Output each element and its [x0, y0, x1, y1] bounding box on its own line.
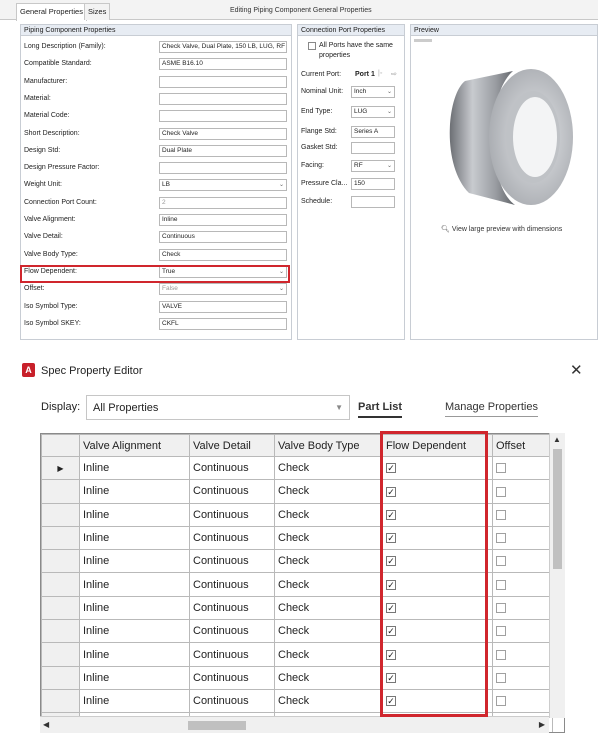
connection-port-properties-group: [297, 24, 405, 340]
offset-checkbox[interactable]: [496, 580, 506, 590]
cell-valve-body-type[interactable]: Check: [275, 573, 383, 596]
magnifier-icon: 🔍︎: [441, 226, 450, 233]
chevron-down-icon: ⌄: [386, 163, 392, 169]
property-row: [21, 177, 289, 194]
property-dropdown[interactable]: [159, 179, 287, 191]
property-label: Weight Unit:: [24, 181, 62, 189]
property-label: Compatible Standard:: [24, 60, 92, 68]
flow-dependent-checkbox[interactable]: ✓: [387, 626, 395, 637]
flow-dependent-checkbox[interactable]: ✓: [387, 533, 395, 544]
row-header[interactable]: [42, 620, 80, 643]
property-value: Check Valve, Dual Plate, 150 LB, LUG, RF: [162, 43, 286, 50]
prev-port-icon[interactable]: |◦: [378, 70, 383, 77]
group-header: Connection Port Properties: [298, 25, 404, 36]
next-port-icon[interactable]: ⇨: [391, 71, 397, 78]
cell-valve-alignment[interactable]: Inline: [80, 573, 190, 596]
cell-valve-body-type[interactable]: Check: [275, 503, 383, 526]
dialog-title: Spec Property Editor: [41, 365, 143, 377]
horizontal-scroll-thumb[interactable]: [188, 721, 246, 730]
port-property-label: Flange Std:: [301, 128, 337, 135]
property-label: Design Std:: [24, 146, 61, 154]
property-row: [21, 247, 289, 264]
property-row: [21, 316, 289, 333]
panel-title: Editing Piping Component General Properties: [230, 7, 372, 14]
cell-valve-alignment[interactable]: Inline: [80, 457, 190, 480]
cell-valve-alignment[interactable]: Inline: [80, 526, 190, 549]
column-header-valve-detail[interactable]: Valve Detail: [190, 435, 275, 457]
cell-valve-detail[interactable]: Continuous: [190, 526, 275, 549]
cell-valve-body-type[interactable]: Check: [275, 689, 383, 712]
property-dropdown[interactable]: [159, 283, 287, 295]
chevron-down-icon: ⌄: [278, 182, 284, 189]
port-property-row: [298, 175, 404, 193]
column-header-valve-alignment[interactable]: Valve Alignment: [80, 435, 190, 457]
property-row: [21, 281, 289, 298]
flow-dependent-checkbox[interactable]: ✓: [387, 696, 395, 707]
piping-component-properties-group: [20, 24, 292, 340]
view-large-preview-link[interactable]: [441, 225, 562, 233]
scroll-left-icon[interactable]: ◀: [43, 720, 50, 729]
cell-valve-body-type[interactable]: Check: [275, 550, 383, 573]
display-label: Display:: [41, 401, 81, 413]
offset-checkbox[interactable]: [496, 533, 506, 543]
port-property-label: Nominal Unit:: [301, 88, 344, 95]
row-header[interactable]: [42, 457, 80, 480]
offset-checkbox[interactable]: [496, 603, 506, 613]
flow-dependent-checkbox[interactable]: ✓: [387, 579, 395, 590]
column-header-offset[interactable]: Offset: [493, 435, 553, 457]
row-header[interactable]: [42, 689, 80, 712]
property-field[interactable]: [159, 231, 287, 243]
port-property-field[interactable]: [351, 196, 395, 208]
property-label: Long Description (Family):: [24, 43, 106, 50]
cell-offset: [493, 457, 553, 480]
property-row: [21, 160, 289, 177]
property-value: True: [162, 267, 176, 275]
chevron-down-icon: ⌄: [278, 286, 284, 293]
port-property-label: Gasket Std:: [301, 144, 338, 151]
port-property-row: [298, 139, 404, 157]
cell-valve-body-type[interactable]: Check: [275, 643, 383, 666]
group-header: Preview: [411, 25, 597, 36]
cell-valve-detail[interactable]: Continuous: [190, 503, 275, 526]
property-field[interactable]: [159, 41, 287, 53]
property-value: VALVE: [162, 302, 182, 310]
cell-valve-detail[interactable]: Continuous: [190, 573, 275, 596]
offset-checkbox[interactable]: [496, 510, 506, 520]
chevron-down-icon: ⌄: [278, 268, 284, 275]
property-row: [21, 56, 289, 73]
property-label: Connection Port Count:: [24, 198, 97, 206]
cell-offset: [493, 620, 553, 643]
property-field[interactable]: [159, 110, 287, 122]
offset-checkbox[interactable]: [496, 696, 506, 706]
cell-valve-detail[interactable]: Continuous: [190, 480, 275, 503]
property-label: Offset:: [24, 285, 45, 293]
all-ports-checkbox[interactable]: [308, 42, 316, 50]
autocad-app-icon: A: [22, 363, 35, 377]
property-field[interactable]: [159, 162, 287, 174]
property-row: [21, 39, 289, 56]
valve-preview-image: [435, 55, 575, 215]
offset-checkbox[interactable]: [496, 463, 506, 473]
all-ports-label: All Ports have the same properties: [319, 42, 393, 59]
port-property-dropdown[interactable]: [351, 160, 395, 172]
cell-valve-detail[interactable]: Continuous: [190, 596, 275, 619]
port-property-value: Inch: [354, 88, 367, 95]
cell-offset: [493, 643, 553, 666]
group-header: Piping Component Properties: [21, 25, 291, 36]
cell-valve-body-type[interactable]: Check: [275, 526, 383, 549]
row-header[interactable]: [42, 480, 80, 503]
flow-dependent-checkbox[interactable]: ✓: [387, 649, 395, 660]
offset-checkbox[interactable]: [496, 673, 506, 683]
flow-dependent-checkbox[interactable]: ✓: [387, 556, 395, 567]
property-row: [21, 299, 289, 316]
row-header[interactable]: [42, 596, 80, 619]
property-label: Design Pressure Factor:: [24, 164, 100, 172]
current-row-icon: ▶: [57, 464, 64, 474]
port-property-field[interactable]: [351, 142, 395, 154]
property-value: LB: [162, 181, 170, 189]
display-value: All Properties: [93, 402, 159, 414]
current-port-label: Current Port:: [301, 71, 342, 78]
property-value: ASME B16.10: [162, 60, 203, 68]
manage-properties-underline: [445, 416, 538, 417]
property-label: Iso Symbol SKEY:: [24, 319, 81, 327]
port-property-row: [298, 193, 404, 211]
cell-valve-body-type[interactable]: Check: [275, 620, 383, 643]
port-property-dropdown[interactable]: [351, 106, 395, 118]
property-label: Valve Body Type:: [24, 250, 78, 258]
cell-valve-alignment[interactable]: Inline: [80, 596, 190, 619]
cell-valve-body-type[interactable]: Check: [275, 666, 383, 689]
property-row: [21, 91, 289, 108]
cell-valve-detail[interactable]: Continuous: [190, 620, 275, 643]
property-label: Flow Dependent:: [24, 267, 77, 275]
cell-valve-body-type[interactable]: Check: [275, 457, 383, 480]
property-value: Continuous: [162, 233, 195, 241]
cell-valve-detail[interactable]: Continuous: [190, 643, 275, 666]
property-field[interactable]: [159, 128, 287, 140]
property-field[interactable]: [159, 197, 287, 209]
flow-dependent-checkbox[interactable]: ✓: [387, 672, 395, 683]
cell-offset: [493, 596, 553, 619]
port-property-value: RF: [354, 162, 363, 169]
property-field[interactable]: [159, 301, 287, 313]
view-large-preview-label: View large preview with dimensions: [451, 226, 563, 233]
cell-offset: [493, 666, 553, 689]
property-row: [21, 143, 289, 160]
property-value: Inline: [162, 216, 178, 223]
cell-valve-detail[interactable]: Continuous: [190, 666, 275, 689]
cell-valve-detail[interactable]: Continuous: [190, 457, 275, 480]
scroll-right-icon[interactable]: ▶: [538, 720, 545, 729]
row-header[interactable]: [42, 526, 80, 549]
column-header-flow-dependent[interactable]: Flow Dependent: [383, 435, 493, 457]
property-label: Valve Alignment:: [24, 216, 76, 223]
port-property-value: 150: [354, 180, 365, 187]
row-header[interactable]: [42, 550, 80, 573]
property-value: 2: [162, 198, 166, 206]
cell-offset: [493, 573, 553, 596]
flow-dependent-column-highlight: [380, 431, 488, 717]
flow-dependent-checkbox[interactable]: ✓: [387, 486, 395, 497]
close-icon[interactable]: ✕: [570, 362, 583, 379]
cell-valve-alignment[interactable]: Inline: [80, 666, 190, 689]
port-property-label: End Type:: [301, 108, 333, 115]
property-value: False: [162, 285, 178, 293]
property-label: Short Description:: [24, 129, 80, 137]
vertical-scroll-thumb[interactable]: [553, 449, 562, 569]
cell-offset: [493, 503, 553, 526]
chevron-down-icon: ⌄: [386, 89, 392, 95]
tab-general-properties[interactable]: General Properties: [16, 3, 87, 21]
corner-cell: [42, 435, 80, 457]
port-property-label: Facing:: [301, 162, 324, 169]
row-header[interactable]: [42, 573, 80, 596]
tab-bar: [0, 0, 598, 20]
port-property-value: Series A: [354, 128, 379, 135]
current-port-value: Port 1: [355, 71, 375, 78]
cell-offset: [493, 526, 553, 549]
preview-caption-mark: [414, 39, 432, 42]
cell-valve-alignment[interactable]: Inline: [80, 689, 190, 712]
tab-sizes[interactable]: Sizes: [84, 3, 110, 20]
cell-valve-alignment[interactable]: Inline: [80, 503, 190, 526]
cell-valve-body-type[interactable]: Check: [275, 480, 383, 503]
column-header-valve-body-type[interactable]: Valve Body Type: [275, 435, 383, 457]
cell-valve-alignment[interactable]: Inline: [80, 480, 190, 503]
port-property-row: [298, 103, 404, 121]
offset-checkbox[interactable]: [496, 626, 506, 636]
port-property-value: LUG: [354, 108, 368, 115]
offset-checkbox[interactable]: [496, 650, 506, 660]
property-field[interactable]: [159, 214, 287, 226]
row-header[interactable]: [42, 503, 80, 526]
row-header[interactable]: [42, 643, 80, 666]
part-list-tab[interactable]: Part List: [358, 401, 403, 413]
property-row: [21, 229, 289, 246]
property-row: [21, 126, 289, 143]
cell-offset: [493, 480, 553, 503]
property-value: Check Valve: [162, 129, 199, 137]
property-row: [21, 212, 289, 229]
offset-checkbox[interactable]: [496, 487, 506, 497]
cell-valve-detail[interactable]: Continuous: [190, 689, 275, 712]
flow-dependent-checkbox[interactable]: ✓: [387, 463, 395, 474]
chevron-down-icon: ▼: [335, 403, 343, 412]
property-field[interactable]: [159, 318, 287, 330]
port-property-field[interactable]: [351, 126, 395, 138]
flow-dependent-checkbox[interactable]: ✓: [387, 509, 395, 520]
port-property-row: [298, 157, 404, 175]
flow-dependent-highlight: [20, 265, 290, 283]
property-field[interactable]: [159, 93, 287, 105]
cell-valve-alignment[interactable]: Inline: [80, 643, 190, 666]
cell-offset: [493, 689, 553, 712]
port-property-label: Schedule:: [301, 198, 333, 205]
row-header[interactable]: [42, 666, 80, 689]
property-label: Manufacturer:: [24, 77, 68, 85]
property-row: [21, 108, 289, 125]
preview-group: [410, 24, 598, 340]
vertical-scrollbar[interactable]: [549, 433, 565, 718]
property-label: Iso Symbol Type:: [24, 302, 78, 310]
property-field[interactable]: [159, 76, 287, 88]
spec-property-editor-dialog: [0, 352, 598, 741]
property-value: CKFL: [162, 319, 179, 327]
port-property-label: Pressure Cla...: [301, 180, 348, 187]
offset-checkbox[interactable]: [496, 556, 506, 566]
port-property-dropdown[interactable]: [351, 86, 395, 98]
property-label: Material:: [24, 94, 51, 102]
property-field[interactable]: [159, 145, 287, 157]
manage-properties-link[interactable]: Manage Properties: [445, 401, 538, 413]
cell-offset: [493, 550, 553, 573]
property-field[interactable]: [159, 58, 287, 70]
flow-dependent-checkbox[interactable]: ✓: [387, 603, 395, 614]
general-properties-panel: [0, 0, 598, 342]
property-row: [21, 195, 289, 212]
part-list-underline: [358, 416, 402, 418]
cell-valve-alignment[interactable]: Inline: [80, 550, 190, 573]
property-label: Valve Detail:: [24, 233, 63, 241]
chevron-down-icon: ⌄: [386, 109, 392, 115]
scroll-up-icon[interactable]: ▲: [553, 435, 561, 444]
property-label: Material Code:: [24, 112, 70, 120]
port-property-field[interactable]: [351, 178, 395, 190]
property-value: Check: [162, 250, 181, 258]
port-property-row: [298, 83, 404, 101]
horizontal-scrollbar[interactable]: [40, 716, 549, 733]
property-field[interactable]: [159, 249, 287, 261]
cell-valve-detail[interactable]: Continuous: [190, 550, 275, 573]
cell-valve-alignment[interactable]: Inline: [80, 620, 190, 643]
cell-valve-body-type[interactable]: Check: [275, 596, 383, 619]
property-row: [21, 74, 289, 91]
property-value: Dual Plate: [162, 146, 192, 154]
display-dropdown[interactable]: [86, 395, 350, 420]
